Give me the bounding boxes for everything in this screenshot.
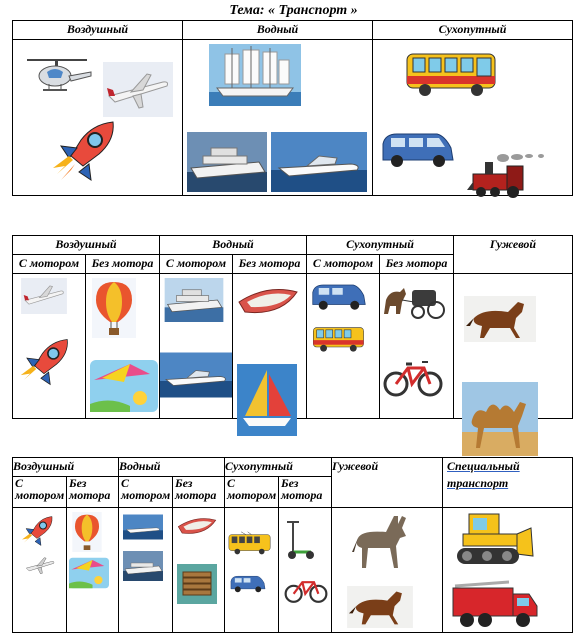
cruise-ship-icon bbox=[162, 278, 226, 322]
bulldozer-icon bbox=[449, 508, 535, 570]
rowboat-icon bbox=[177, 512, 217, 540]
cell-water bbox=[183, 40, 373, 196]
airplane-icon bbox=[15, 278, 73, 314]
page-title: Тема: « Транспорт » bbox=[229, 3, 358, 18]
table-transport-2 bbox=[12, 235, 573, 419]
rocket-icon bbox=[17, 512, 57, 550]
helicopter-icon bbox=[17, 54, 97, 96]
subheader-motor: С мотором bbox=[13, 477, 67, 508]
cell-air-no-motor bbox=[86, 274, 160, 419]
bus-icon bbox=[403, 48, 501, 100]
van-icon bbox=[309, 282, 369, 312]
subheader-no-motor: Без мотора bbox=[380, 255, 454, 274]
header-horse-drawn: Гужевой bbox=[454, 236, 573, 274]
cell-water-no-motor bbox=[173, 508, 225, 633]
van-icon bbox=[229, 572, 267, 596]
header-land: Сухопутный bbox=[307, 236, 454, 255]
rowboat-icon bbox=[237, 282, 299, 320]
horse-carriage-icon bbox=[382, 280, 448, 320]
table-transport-1 bbox=[12, 20, 573, 196]
sailing-ship-icon bbox=[209, 44, 301, 106]
cell-land-motor bbox=[225, 508, 279, 633]
cell-horse-drawn bbox=[332, 508, 443, 633]
horse-icon bbox=[340, 586, 420, 628]
header-horse-drawn: Гужевой bbox=[332, 458, 443, 508]
subheader-motor: С мотором bbox=[225, 477, 279, 508]
bicycle-icon bbox=[283, 572, 329, 604]
hot-air-balloon-icon bbox=[92, 278, 136, 338]
subheader-motor: С мотором bbox=[307, 255, 380, 274]
header-special: Специальный транспорт bbox=[443, 458, 573, 508]
cell-special bbox=[443, 508, 573, 633]
camel-icon bbox=[462, 382, 538, 456]
motorboat-icon bbox=[123, 512, 163, 542]
cell-horse-drawn bbox=[454, 274, 573, 419]
table-transport-3 bbox=[12, 457, 573, 633]
subheader-no-motor: Без мотора bbox=[86, 255, 160, 274]
cell-air-no-motor bbox=[67, 508, 119, 633]
cell-land-no-motor bbox=[380, 274, 454, 419]
hang-glider-icon bbox=[69, 556, 109, 590]
cell-air bbox=[13, 40, 183, 196]
cruise-ship-icon bbox=[123, 548, 163, 584]
cell-land bbox=[373, 40, 573, 196]
header-land: Сухопутный bbox=[373, 21, 573, 40]
hot-air-balloon-icon bbox=[71, 512, 103, 552]
header-water: Водный bbox=[183, 21, 373, 40]
raft-icon bbox=[177, 564, 217, 604]
subheader-motor: С мотором bbox=[160, 255, 233, 274]
subheader-motor: С мотором bbox=[13, 255, 86, 274]
cell-air-motor bbox=[13, 274, 86, 419]
cell-water-no-motor bbox=[233, 274, 307, 419]
header-land: Сухопутный bbox=[225, 458, 332, 477]
header-air: Воздушный bbox=[13, 236, 160, 255]
airplane-icon bbox=[21, 552, 59, 578]
horse-icon bbox=[464, 296, 536, 342]
scooter-icon bbox=[285, 520, 315, 560]
subheader-no-motor: Без мотора bbox=[233, 255, 307, 274]
header-water: Водный bbox=[119, 458, 225, 477]
header-air: Воздушный bbox=[13, 21, 183, 40]
cell-water-motor bbox=[160, 274, 233, 419]
cell-land-no-motor bbox=[279, 508, 332, 633]
rocket-icon bbox=[13, 334, 75, 390]
bicycle-icon bbox=[382, 354, 444, 398]
subheader-no-motor: Без мотора bbox=[67, 477, 119, 508]
van-icon bbox=[379, 130, 457, 170]
cruise-ship-icon bbox=[187, 132, 267, 192]
cell-water-motor bbox=[119, 508, 173, 633]
rocket-icon bbox=[43, 116, 123, 186]
bus-icon bbox=[311, 318, 367, 360]
sailboat-icon bbox=[237, 364, 297, 436]
airplane-icon bbox=[103, 62, 173, 117]
subheader-no-motor: Без мотора bbox=[173, 477, 225, 508]
header-water: Водный bbox=[160, 236, 307, 255]
subheader-motor: С мотором bbox=[119, 477, 173, 508]
fire-truck-icon bbox=[447, 580, 543, 630]
cell-land-motor bbox=[307, 274, 380, 419]
hang-glider-icon bbox=[90, 360, 158, 412]
cell-air-motor bbox=[13, 508, 67, 633]
donkey-icon bbox=[346, 512, 416, 572]
train-icon bbox=[463, 152, 549, 202]
motorboat-icon bbox=[271, 132, 367, 192]
motorboat-icon bbox=[160, 344, 232, 406]
bus-icon bbox=[227, 526, 273, 562]
header-air: Воздушный bbox=[13, 458, 119, 477]
subheader-no-motor: Без мотора bbox=[279, 477, 332, 508]
